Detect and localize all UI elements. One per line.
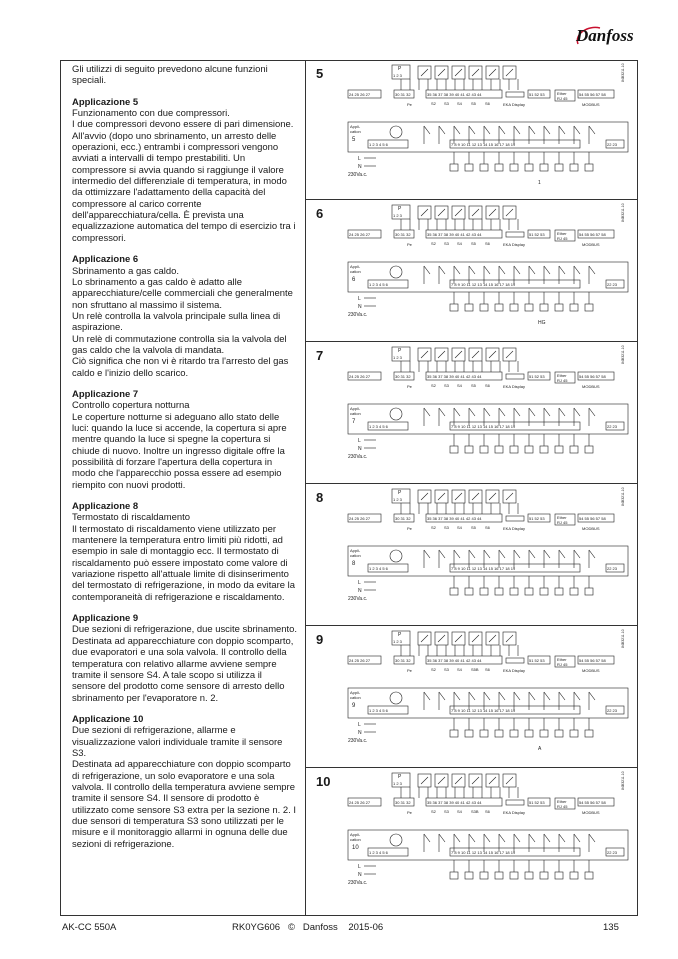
terminal-numbers: 24 25 26 27 <box>349 516 371 521</box>
application-value: 9 <box>352 703 356 709</box>
pe-label: Pe <box>407 242 412 247</box>
terminal-numbers: 30 31 32 <box>395 92 411 97</box>
terminal-numbers: 1 2 3 <box>393 497 402 502</box>
ether-label: Ether <box>557 231 567 236</box>
eka-display-label: EKA Display <box>503 102 526 107</box>
application-text: Sbrinamento a gas caldo. <box>72 265 180 277</box>
terminal-numbers: 30 31 32 <box>395 374 411 379</box>
sensor-label: S6 <box>485 101 490 106</box>
rj45-label: RJ 45 <box>557 378 568 383</box>
application-value: 10 <box>352 845 359 851</box>
pressure-label: P <box>398 66 402 72</box>
terminal-numbers: 7 8 9 10 11 12 13 14 15 16 17 18 19 <box>451 566 516 571</box>
sensor-label: S3 <box>444 101 449 106</box>
line-label: L <box>358 722 361 728</box>
modbus-label: MODBUS <box>582 102 600 107</box>
application-value: 6 <box>352 277 356 283</box>
application-text: Destinata ad apparecchiature con doppio scomparto, due evaporatori e una sola valvola. Il controllo della temperatura con relativo allarme avviene sempre tramite il sensore S4. A tale scopo si utilizza il sensore del prodotto come sensore di arresto dello sbrinamento per l'evaporatore n. 2. <box>72 635 294 704</box>
application-heading: Applicazione 5 <box>72 96 139 108</box>
sensor-label: S5 <box>471 525 476 530</box>
terminal-numbers: 51 52 53 <box>529 800 545 805</box>
wiring-diagram <box>306 484 638 626</box>
footer-brand: Danfoss <box>302 922 338 933</box>
application-label: Appli- <box>350 264 361 269</box>
output-symbol-label: HG <box>538 320 546 326</box>
terminal-numbers: 1 2 3 4 5 6 <box>369 282 388 287</box>
line-label: L <box>358 864 361 870</box>
terminal-numbers: 22 23 <box>607 566 618 571</box>
output-symbol-label: 1 <box>538 180 541 186</box>
ether-label: Ether <box>557 799 567 804</box>
terminal-numbers: 7 8 9 10 11 12 13 14 15 16 17 18 19 <box>451 850 516 855</box>
terminal-numbers: 51 52 53 <box>529 516 545 521</box>
diagram-code: 84B3211.10 <box>621 345 625 364</box>
wiring-diagram <box>306 626 638 768</box>
pe-label: Pe <box>407 102 412 107</box>
pressure-label: P <box>398 348 402 354</box>
application-label: cation <box>350 695 361 700</box>
pe-label: Pe <box>407 668 412 673</box>
pressure-label: P <box>398 774 402 780</box>
application-text: Il termostato di riscaldamento viene utilizzato per mantenere la temperatura entro limiti più ridotti, ad esempio in sale di montaggio ecc. Il termostato di riscaldamento può essere impostato come valore di variazione rispetto all'attuale limite di disinserimento del termostato di refrigerazione, in modo da evitare la contemporaneità di refrigerazione e riscaldamento. <box>72 523 295 603</box>
footer-model: AK-CC 550A <box>62 922 117 933</box>
terminal-numbers: 1 2 3 <box>393 639 402 644</box>
pressure-label: P <box>398 206 402 212</box>
application-text: Le coperture notturne si adeguano allo stato delle luci: quando la luce si accende, la copertura si apre mentre quando la luce si spegne la copertura si chiude di nuovo. Inoltre un ingresso digitale offre la possibilità di forzare l'apertura della copertura in modo che l'apparecchio possa essere ad esempio riempito con nuovi prodotti. <box>72 411 287 491</box>
eka-display-label: EKA Display <box>503 526 526 531</box>
line-label: L <box>358 296 361 302</box>
application-heading: Applicazione 6 <box>72 254 139 266</box>
terminal-numbers: 7 8 9 10 11 12 13 14 15 16 17 18 19 <box>451 142 516 147</box>
application-heading: Applicazione 9 <box>72 613 139 625</box>
wiring-diagram-panel <box>306 60 638 200</box>
terminal-numbers: 1 2 3 <box>393 73 402 78</box>
sensor-label: S3 <box>444 383 449 388</box>
terminal-numbers: 54 55 56 57 58 <box>579 516 606 521</box>
terminal-numbers: 24 25 26 27 <box>349 92 371 97</box>
ether-label: Ether <box>557 515 567 520</box>
terminal-numbers: 24 25 26 27 <box>349 232 371 237</box>
terminal-numbers: 35 36 37 38 39 40 41 42 43 44 <box>427 92 482 97</box>
sensor-label: S3 <box>444 667 449 672</box>
diagram-number: 6 <box>316 206 324 221</box>
application-label: Appli- <box>350 548 361 553</box>
sensor-label: S6 <box>485 809 490 814</box>
diagram-number: 7 <box>316 348 324 363</box>
pressure-label: P <box>398 632 402 638</box>
diagram-number: 8 <box>316 490 324 505</box>
line-label: L <box>358 580 361 586</box>
line-label: L <box>358 156 361 162</box>
application-text: Controllo copertura notturna <box>72 400 190 412</box>
terminal-numbers: 51 52 53 <box>529 92 545 97</box>
terminal-numbers: 1 2 3 4 5 6 <box>369 850 388 855</box>
line-label: L <box>358 438 361 444</box>
diagram-code: 84B3211.10 <box>621 203 625 222</box>
sensor-label: S5B <box>471 667 479 672</box>
pe-label: Pe <box>407 810 412 815</box>
terminal-numbers: 54 55 56 57 58 <box>579 658 606 663</box>
application-label: cation <box>350 129 361 134</box>
sensor-label: S2 <box>431 809 436 814</box>
voltage-label: 230Va.c. <box>348 880 368 886</box>
diagram-code: 84B3211.10 <box>621 629 625 648</box>
terminal-numbers: 35 36 37 38 39 40 41 42 43 44 <box>427 232 482 237</box>
application-label: cation <box>350 553 361 558</box>
sensor-label: S2 <box>431 101 436 106</box>
terminal-numbers: 24 25 26 27 <box>349 658 371 663</box>
sensor-label: S4 <box>457 667 462 672</box>
terminal-numbers: 1 2 3 4 5 6 <box>369 424 388 429</box>
terminal-numbers: 7 8 9 10 11 12 13 14 15 16 17 18 19 <box>451 708 516 713</box>
ether-label: Ether <box>557 657 567 662</box>
sensor-label: S5 <box>471 101 476 106</box>
wiring-diagram-panel <box>306 342 638 484</box>
sensor-label: S2 <box>431 525 436 530</box>
neutral-label: N <box>358 304 362 310</box>
text-column <box>72 64 298 860</box>
footer-doc <box>232 922 383 933</box>
terminal-numbers: 35 36 37 38 39 40 41 42 43 44 <box>427 374 482 379</box>
diagram-code: 84B3211.10 <box>621 771 625 790</box>
sensor-label: S4 <box>457 101 462 106</box>
sensor-label: S3 <box>444 809 449 814</box>
terminal-numbers: 24 25 26 27 <box>349 374 371 379</box>
application-value: 7 <box>352 419 356 425</box>
application-section <box>72 714 298 850</box>
neutral-label: N <box>358 588 362 594</box>
modbus-label: MODBUS <box>582 242 600 247</box>
rj45-label: RJ 45 <box>557 96 568 101</box>
eka-display-label: EKA Display <box>503 810 526 815</box>
neutral-label: N <box>358 872 362 878</box>
sensor-label: S3B <box>471 809 479 814</box>
sensor-label: S4 <box>457 525 462 530</box>
footer-page: 135 <box>603 922 619 933</box>
application-text: Due sezioni di refrigerazione, due uscite sbrinamento. <box>72 624 298 636</box>
rj45-label: RJ 45 <box>557 662 568 667</box>
sensor-label: S2 <box>431 667 436 672</box>
sensor-label: S4 <box>457 809 462 814</box>
terminal-numbers: 54 55 56 57 58 <box>579 92 606 97</box>
modbus-label: MODBUS <box>582 668 600 673</box>
rj45-label: RJ 45 <box>557 804 568 809</box>
terminal-numbers: 54 55 56 57 58 <box>579 800 606 805</box>
application-text: Due sezioni di refrigerazione, allarme e visualizzazione valori individuale tramite il sensore S3. <box>72 725 283 759</box>
modbus-label: MODBUS <box>582 384 600 389</box>
terminal-numbers: 35 36 37 38 39 40 41 42 43 44 <box>427 800 482 805</box>
application-text: Un relè controlla la valvola principale sulla linea di aspirazione. <box>72 310 281 334</box>
terminal-numbers: 7 8 9 10 11 12 13 14 15 16 17 18 19 <box>451 282 516 287</box>
sensor-label: S3 <box>444 241 449 246</box>
voltage-label: 230Va.c. <box>348 454 368 460</box>
application-label: cation <box>350 837 361 842</box>
application-value: 8 <box>352 561 356 567</box>
application-section <box>72 613 298 704</box>
terminal-numbers: 30 31 32 <box>395 658 411 663</box>
diagram-number: 9 <box>316 632 324 647</box>
terminal-numbers: 22 23 <box>607 850 618 855</box>
terminal-numbers: 1 2 3 4 5 6 <box>369 142 388 147</box>
application-section <box>72 97 298 244</box>
voltage-label: 230Va.c. <box>348 596 368 602</box>
wiring-diagram-panel <box>306 484 638 626</box>
footer-copyright: © <box>287 922 295 933</box>
sensor-label: S6 <box>485 383 490 388</box>
pressure-label: P <box>398 490 402 496</box>
voltage-label: 230Va.c. <box>348 738 368 744</box>
application-label: Appli- <box>350 124 361 129</box>
wiring-diagram <box>306 60 638 200</box>
terminal-numbers: 22 23 <box>607 424 618 429</box>
terminal-numbers: 51 52 53 <box>529 232 545 237</box>
ether-label: Ether <box>557 91 567 96</box>
output-symbol-label: A <box>538 746 542 752</box>
ether-label: Ether <box>557 373 567 378</box>
terminal-numbers: 54 55 56 57 58 <box>579 374 606 379</box>
terminal-numbers: 22 23 <box>607 708 618 713</box>
terminal-numbers: 1 2 3 <box>393 781 402 786</box>
modbus-label: MODBUS <box>582 526 600 531</box>
diagram-number: 5 <box>316 66 324 81</box>
rj45-label: RJ 45 <box>557 236 568 241</box>
application-heading: Applicazione 7 <box>72 388 139 400</box>
eka-display-label: EKA Display <box>503 384 526 389</box>
neutral-label: N <box>358 164 362 170</box>
terminal-numbers: 1 2 3 <box>393 355 402 360</box>
sensor-label: S2 <box>431 241 436 246</box>
intro-text: Gli utilizzi di seguito prevedono alcune funzioni speciali. <box>72 64 268 87</box>
terminal-numbers: 22 23 <box>607 142 618 147</box>
wiring-diagram-panel <box>306 626 638 768</box>
application-label: Appli- <box>350 832 361 837</box>
terminal-numbers: 7 8 9 10 11 12 13 14 15 16 17 18 19 <box>451 424 516 429</box>
application-label: Appli- <box>350 406 361 411</box>
rj45-label: RJ 45 <box>557 520 568 525</box>
application-section <box>72 389 298 491</box>
sensor-label: S6 <box>485 525 490 530</box>
diagram-number: 10 <box>316 774 331 789</box>
terminal-numbers: 35 36 37 38 39 40 41 42 43 44 <box>427 516 482 521</box>
danfoss-logo <box>570 20 650 50</box>
terminal-numbers: 30 31 32 <box>395 800 411 805</box>
application-text: Termostato di riscaldamento <box>72 512 191 524</box>
pe-label: Pe <box>407 526 412 531</box>
footer-doc-code: RK0YG606 <box>232 922 281 933</box>
terminal-numbers: 30 31 32 <box>395 232 411 237</box>
application-label: cation <box>350 411 361 416</box>
neutral-label: N <box>358 730 362 736</box>
application-heading: Applicazione 8 <box>72 501 139 513</box>
application-text: Ciò significa che non vi è ritardo tra l'arresto del gas caldo e l'inizio dello scarico. <box>72 356 289 379</box>
sensor-label: S4 <box>457 383 462 388</box>
application-section <box>72 501 298 603</box>
terminal-numbers: 30 31 32 <box>395 516 411 521</box>
terminal-numbers: 35 36 37 38 39 40 41 42 43 44 <box>427 658 482 663</box>
pe-label: Pe <box>407 384 412 389</box>
diagram-code: 84B3211.10 <box>621 63 625 82</box>
terminal-numbers: 54 55 56 57 58 <box>579 232 606 237</box>
application-text: I due compressori devono essere di pari dimensione. All'avvio (dopo uno sbrinamento, un arresto delle operazioni, ecc.) entrambi i compressori vengono avviati a intervalli di tempo prestabiliti. Un compressore si avvia quando si raggiunge il valore intermedio del differenziale di temperatura, in modo da ottimizzare l'adattamento della capacità del compressore al carico corrente dell'apparecchiatura/cella. È prevista una equalizzazione automatica del tempo di esercizio tra i compressori. <box>72 119 296 244</box>
terminal-numbers: 22 23 <box>607 282 618 287</box>
application-text: Lo sbrinamento a gas caldo è adatto alle apparecchiature/celle commerciali che generalmente non sfruttano al massimo il sistema. <box>72 276 293 311</box>
diagram-code: 84B3211.10 <box>621 487 625 506</box>
footer-date: 2015-06 <box>348 922 384 933</box>
sensor-label: S5 <box>471 383 476 388</box>
voltage-label: 230Va.c. <box>348 312 368 318</box>
terminal-numbers: 24 25 26 27 <box>349 800 371 805</box>
sensor-label: S6 <box>485 667 490 672</box>
sensor-label: S5 <box>471 241 476 246</box>
terminal-numbers: 1 2 3 4 5 6 <box>369 566 388 571</box>
eka-display-label: EKA Display <box>503 242 526 247</box>
sensor-label: S3 <box>444 525 449 530</box>
application-label: cation <box>350 269 361 274</box>
application-text: Funzionamento con due compressori. <box>72 108 230 120</box>
terminal-numbers: 1 2 3 4 5 6 <box>369 708 388 713</box>
application-text: Destinata ad apparecchiature con doppio scomparto di refrigerazione, un solo evaporatore e una sola valvola. Il controllo della temperatura avviene sempre tramite il sensore S4. Il sensore di prodotto è utilizzato come sensore S3 extra per la sezione n. 2. I due sensori di temperatura S3 sono utilizzati per le misure e il monitoraggio allarmi in ognuna delle due sezioni di refrigerazione. <box>72 759 296 850</box>
wiring-diagram <box>306 768 638 916</box>
terminal-numbers: 1 2 3 <box>393 213 402 218</box>
sensor-label: S4 <box>457 241 462 246</box>
logo-text: Danfoss <box>576 26 634 45</box>
application-label: Appli- <box>350 690 361 695</box>
voltage-label: 230Va.c. <box>348 172 368 178</box>
application-value: 5 <box>352 137 356 143</box>
wiring-diagram-panel <box>306 200 638 342</box>
neutral-label: N <box>358 446 362 452</box>
terminal-numbers: 51 52 53 <box>529 374 545 379</box>
wiring-diagram <box>306 342 638 484</box>
application-section <box>72 254 298 379</box>
wiring-diagram <box>306 200 638 342</box>
modbus-label: MODBUS <box>582 810 600 815</box>
application-heading: Applicazione 10 <box>72 713 144 725</box>
sensor-label: S6 <box>485 241 490 246</box>
terminal-numbers: 51 52 53 <box>529 658 545 663</box>
eka-display-label: EKA Display <box>503 668 526 673</box>
wiring-diagram-panel <box>306 768 638 916</box>
application-text: Un relè di commutazione controlla sia la valvola del gas caldo che la valvola di mandata. <box>72 333 287 356</box>
sensor-label: S2 <box>431 383 436 388</box>
